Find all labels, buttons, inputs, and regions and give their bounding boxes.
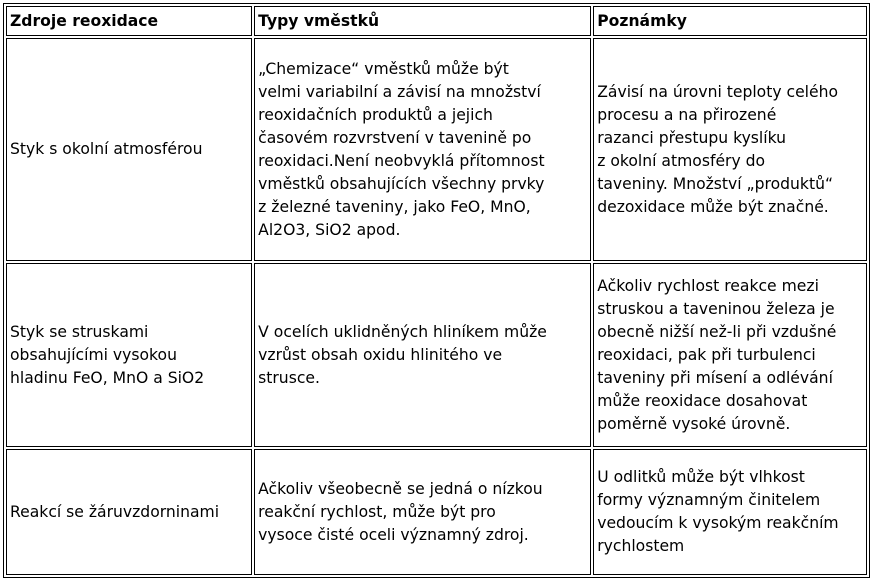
header-sources: Zdroje reoxidace [6,6,252,36]
header-inclusion-types: Typy vměstků [254,6,591,36]
header-notes: Poznámky [593,6,867,36]
cell-notes [593,263,867,447]
cell-notes-text: U odlitků může být vlhkost formy významným činitelem vedoucím k vysokým reakčním rychlostem [597,468,839,555]
cell-source-text: Reakcí se žáruvzdorninami [10,502,220,521]
cell-source [6,449,252,575]
cell-source-text: Styk s okolní atmosférou [10,140,203,158]
cell-inclusions-text: Ačkoliv všeobecně se jedná o nízkou reakční rychlost, může být pro vysoce čisté oceli významný zdroj. [258,479,543,544]
table-header [6,6,867,36]
cell-source [6,263,252,447]
cell-source-text: Styk se struskami obsahujícími vysokou hladinu FeO, MnO a SiO2 [10,322,205,387]
cell-notes [593,38,867,261]
cell-inclusions [254,263,591,447]
table-row [6,38,867,261]
cell-inclusions-text: V ocelích uklidněných hliníkem může vzrůst obsah oxidu hlinitého ve strusce. [258,322,547,387]
cell-source [6,38,252,261]
reoxidation-table [3,3,870,578]
table-body [6,38,867,575]
cell-inclusions [254,38,591,261]
cell-notes-text: Ačkoliv rychlost reakce mezi struskou a taveninou železa je obecně nižší než-li při vzdušné reoxidaci, pak při turbulenci taveniny při mísení a odlévání může reoxidace dosahovat poměrně vysoké úrovně. [597,276,837,433]
cell-inclusions-text: „Chemizace“ vměstků může být velmi variabilní a závisí na množství reoxidačních produktů a jejich časovém rozvrstvení v tavenině po reoxidaci.Není neobvyklá přítomnost vměstků obsahujících všechny prvky z železné taveniny, jako FeO, MnO, Al2O3, SiO2 apod. [258,59,545,239]
cell-inclusions [254,449,591,575]
cell-notes [593,449,867,575]
cell-notes-text: Závisí na úrovni teploty celého procesu a na přirozené razanci přestupu kyslíku z okolní atmosféry do taveniny. Množství „produktů“ dezoxidace může být značné. [597,82,839,216]
table-row [6,263,867,447]
table-row [6,449,867,575]
header-row [6,6,867,36]
